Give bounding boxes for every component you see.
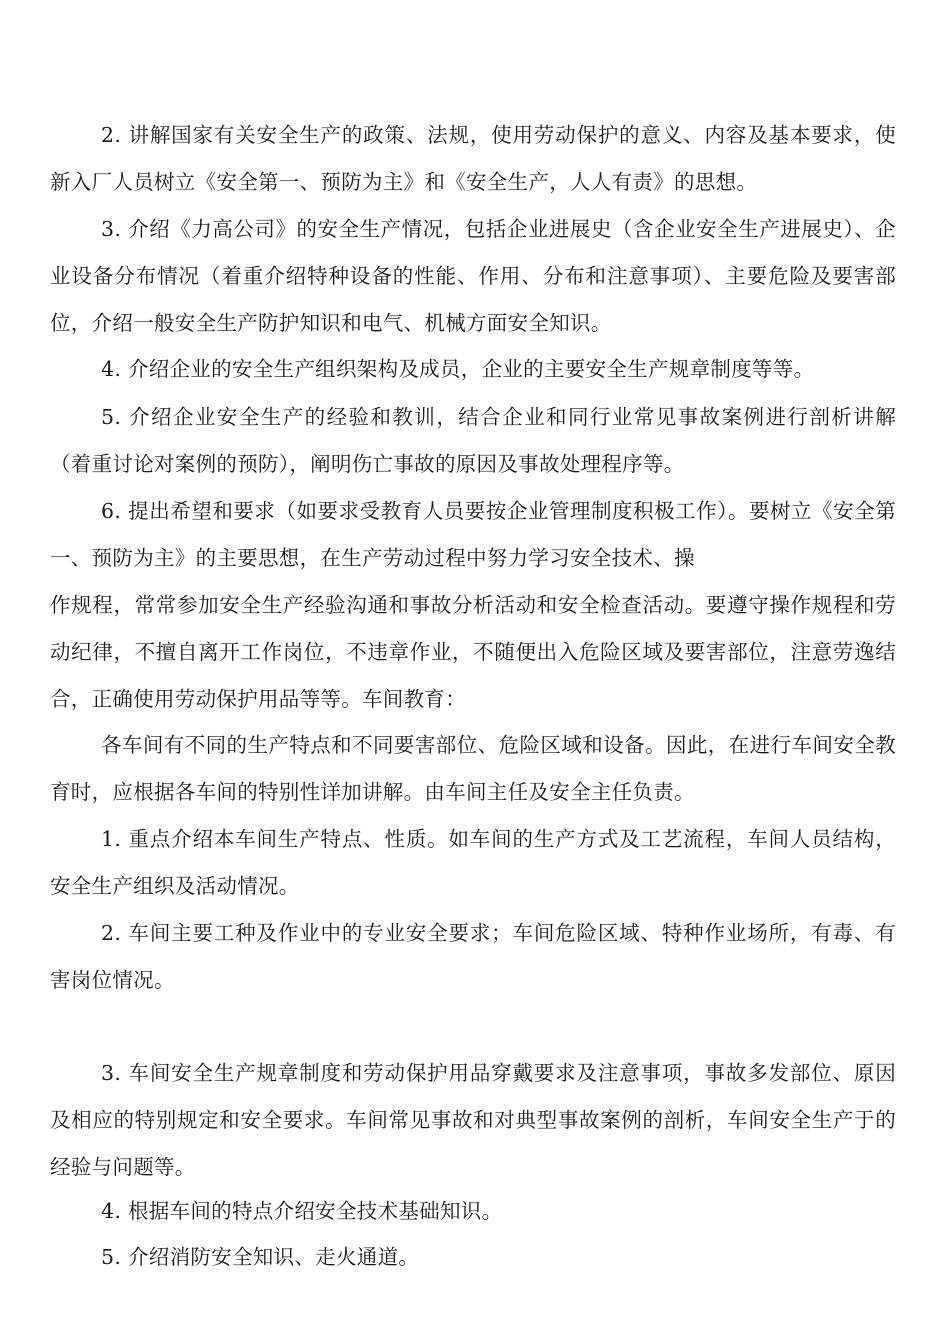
paragraph-6-continued: 作规程，常常参加安全生产经验沟通和事故分析活动和安全检查活动。要遵守操作规程和劳动纪律，不擅自离开工作岗位，不违章作业，不随便出入危险区域及要害部位，注意劳逸结合，正确使用劳动保护用品等等。车间教育：	[50, 593, 896, 711]
paragraph-workshop-5: 5. 介绍消防安全知识、走火通道。	[101, 1245, 420, 1269]
paragraph-workshop-1: 1. 重点介绍本车间生产特点、性质。如车间的生产方式及工艺流程，车间人员结构，安全生产组织及活动情况。	[50, 827, 896, 898]
paragraph-5-experience: 5. 介绍企业安全生产的经验和教训，结合企业和同行业常见事故案例进行剖析讲解（着重讨论对案例的预防），阐明伤亡事故的原因及事故处理程序等。	[50, 405, 896, 476]
paragraph-2-policy: 2. 讲解国家有关安全生产的政策、法规，使用劳动保护的意义、内容及基本要求，使新入厂人员树立《安全第一、预防为主》和《安全生产，人人有责》的思想。	[50, 123, 896, 194]
paragraph-workshop-intro: 各车间有不同的生产特点和不同要害部位、危险区域和设备。因此，在进行车间安全教育时，应根据各车间的特别性详加讲解。由车间主任及安全主任负责。	[50, 733, 896, 804]
paragraph-6-expectations: 6. 提出希望和要求（如要求受教育人员要按企业管理制度积极工作）。要树立《安全第一、预防为主》的主要思想，在生产劳动过程中努力学习安全技术、操	[50, 499, 896, 570]
paragraph-3-company-intro: 3. 介绍《力高公司》的安全生产情况，包括企业进展史（含企业安全生产进展史）、企业设备分布情况（着重介绍特种设备的性能、作用、分布和注意事项）、主要危险及要害部位，介绍一般安全生产防护知识和电气、机械方面安全知识。	[50, 217, 896, 335]
paragraph-4-organization: 4. 介绍企业的安全生产组织架构及成员，企业的主要安全生产规章制度等等。	[101, 357, 815, 381]
paragraph-workshop-2: 2. 车间主要工种及作业中的专业安全要求；车间危险区域、特种作业场所，有毒、有害岗位情况。	[50, 921, 896, 992]
paragraph-workshop-4: 4. 根据车间的特点介绍安全技术基础知识。	[101, 1199, 503, 1223]
paragraph-workshop-3: 3. 车间安全生产规章制度和劳动保护用品穿戴要求及注意事项，事故多发部位、原因及相应的特别规定和安全要求。车间常见事故和对典型事故案例的剖析，车间安全生产于的经验与问题等。	[50, 1061, 896, 1179]
